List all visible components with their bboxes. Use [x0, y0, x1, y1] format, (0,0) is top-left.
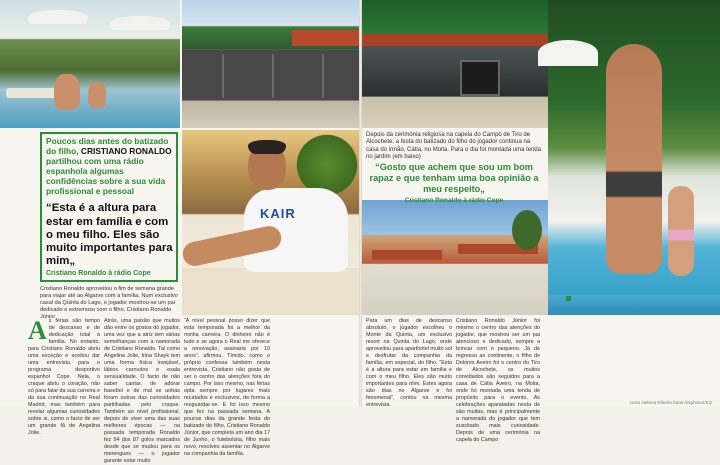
photo-poolside: [548, 0, 720, 295]
roof-shape: [372, 250, 442, 260]
wall-shape: [182, 50, 360, 100]
lead-part1: Poucos dias antes do batizado do filho,: [46, 136, 169, 156]
gate-line: [222, 54, 224, 98]
highlight-credit: Cristiano Ronaldo à rádio Cope: [46, 269, 151, 277]
middle-quote-text: “Gosto que achem que sou um bom rapaz e que tenham uma boa opinião a meu respeito„: [369, 162, 539, 195]
body-text: Atrás, uma paixão que muitos dão entre os gostos do jogador, uma vez que a atriz tem várias semelhanças com a namorada de Cristiano Ronaldo. Tal como Angelina Jolie, Irina Shayk tem uma forma física invejável, lábios carnudos e exala sensualidade. O facto de não saber cantar, de adorar basebol e de mal se unhas foram outras das curiosidades partilhadas pelo craque. Também ao nível profissional, depois de viver uma das suas melhores épocas — na passada temporada Ronaldo fez 54 dos 87 golos marcados desde que se mudou para os merengues — o jogador garante estar muito: [104, 318, 180, 465]
body-column-5: [456, 318, 540, 444]
tree-shape: [512, 210, 542, 250]
lead-part2: partilhou com uma rádio espanhola algumas confidências sobre a sua vida profissional e pessoal: [46, 155, 166, 196]
highlight-quote: “Esta é a altura para estar em família e com o meu filho. Eles são muito importantes para mim„: [46, 202, 173, 267]
caption-left: Cristiano Ronaldo aproveitou o fim de semana grande para viajar até ao Algarve com a família. Num exclusivo casal da Quinta do Lago, o jogador mostrou-se um pai dedicado e extremoso com o filho, Cristiano Ronaldo Júnior: [40, 286, 178, 320]
gate-line: [322, 54, 324, 98]
child-shape: [88, 82, 106, 108]
middle-quote: [366, 162, 542, 204]
body-column-1: [28, 316, 100, 437]
photo-pool-water: [548, 295, 720, 315]
body-text: Para um dias de descanso absoluto, o jogador escolheu o Monte da Quinta, um exclusivo resort na Quinta do Lago, onde aproveitou para aparthotel muito sol e desfrutar da companhia da família, em especial, do filho. “Esta é a altura para estar em família e com o meu filho. Eles são muito importantes para mim. Estes agora são dias no Algarve e foi fenomenal”, contou na mesma entrevista.: [366, 318, 453, 409]
door-shape: [460, 60, 500, 96]
body-text: s férias são tempo de descanso e de dedicação total à família. No entanto, para Cristiano Ronaldo abriu uma exceção e aceitou dar uma entrevista para o programa desportivo espanhol Cope. Nela, o craque abriu o coração, não só para falar da sua carreira e da sua continuação no Real Madrid, mas também para revelar algumas curiosidades sobre si, como o facto de ser um grande fã de Angelina Jolie.: [28, 318, 100, 437]
body-column-3: [184, 318, 270, 458]
umbrella-shape: [28, 10, 88, 24]
photo-gate: [182, 0, 360, 128]
body-text: “A nível pessoal posso dizer que esta temporada foi a melhor da minha carreira. O dinheiro não é tudo e se agora o Real me oferece a renovação, assinaria por 10 anos”, afirmou. Tímido, como o próprio confessa também nesta entrevista, Cristiano não gosta de ser o centro das atenções fora do campo. Por isso mesmo, nas férias opta sempre por lugares mais recatados e exclusivos, de forma a resguardar-se. E foi isso mesmo que fez na passada semana. A poucos dias da grande festa do batizado do filho, Cristiano Ronaldo Júnior, que completa um ano dia 17 de Junho, o futebolista, filho mais novo, resolveu assentar no Algarve na companhia da família.: [184, 318, 270, 458]
roof-shape: [292, 30, 362, 46]
photo-credit: texto Helena Ribeiro fotos Aisphotos/Kiz: [630, 400, 712, 405]
gate-line: [272, 54, 274, 98]
photo-pool-family: [0, 0, 180, 128]
person-shape: [54, 74, 80, 110]
body-column-4: [366, 318, 453, 409]
drop-cap: A: [28, 316, 47, 345]
body-text: Cristiano Ronaldo Júnior foi mesmo o centro das atenções do jogador, que mostrou ser um pai atencioso e dedicado, sempre a brincar com o pequeno. Já de regresso ao continente, o filho de Dolores Aveiro foi o centro do Tiro de Alcochete, os muitos convidados são seguidos para a casa de Cátia Aveiro, na Moita, onde foi montada uma tenda de propósito para o evento. As celebrações aparatadas nesta de são muitas, mas é principalmente a namorada do jogador que tem suscitado mais curiosidade. Depois de uma cerimónia na capela do Campo: [456, 318, 540, 444]
hair-shape: [248, 140, 286, 154]
lead-name: CRISTIANO RONALDO: [80, 145, 172, 156]
roof-shape: [362, 34, 548, 46]
shirt-lettering: KAIR: [260, 206, 296, 221]
umbrella-shape: [538, 40, 598, 66]
cushion-shape: [182, 268, 362, 315]
photo-rooftops: [362, 200, 548, 315]
child-shape: [668, 186, 694, 276]
umbrella-shape: [110, 16, 170, 30]
man-shape: [606, 44, 662, 274]
page-gutter: [359, 0, 362, 407]
photo-on-phone: [182, 130, 362, 315]
middle-quote-credit: Cristiano Ronaldo à rádio Cope: [404, 197, 504, 205]
highlight-lead: [46, 137, 173, 196]
caption-marker: [566, 296, 571, 301]
caption-middle: Depois da cerimónia religiosa na capela do Campo de Tiro de Alcochete, a festa do batizado do filho do jogador continua na casa do irmão, Cátia, no Moita. Para o dia foi montada uma tenda no jardim (em baixo): [366, 132, 542, 160]
body-column-2: [104, 318, 180, 465]
photo-house-entrance: [362, 0, 548, 128]
highlight-box: [40, 132, 178, 282]
